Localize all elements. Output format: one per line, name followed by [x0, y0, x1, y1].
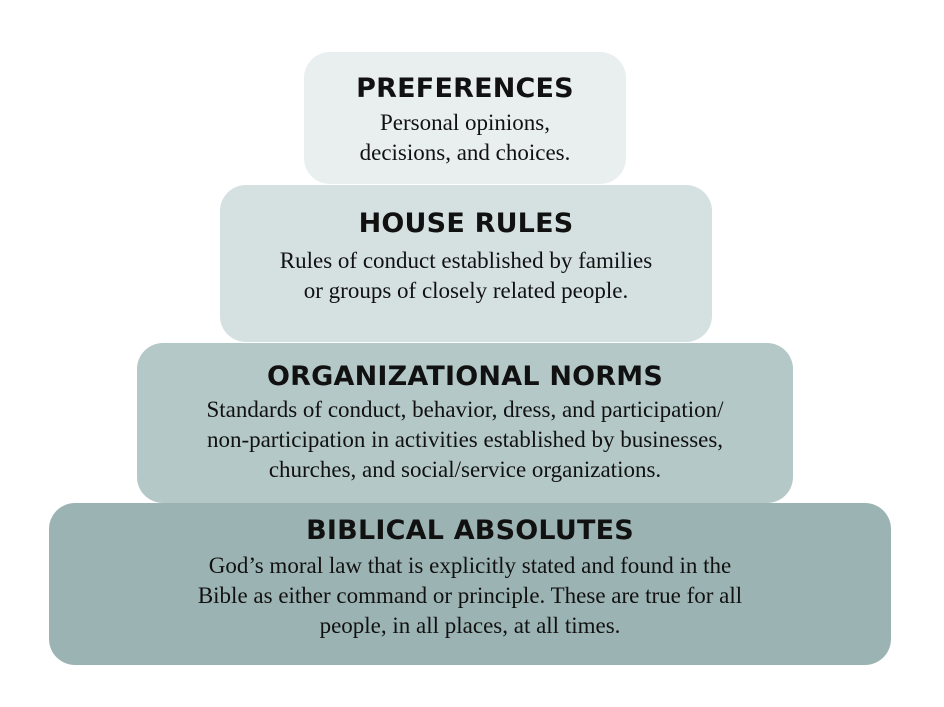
description-line: people, in all places, at all times. [319, 613, 621, 638]
tier-description [137, 395, 793, 485]
description-line: churches, and social/service organizations. [268, 457, 662, 482]
description-line: Bible as either command or principle. These are true for all [197, 583, 743, 608]
tier-title: PREFERENCES [356, 73, 574, 104]
tier-description [220, 246, 712, 306]
description-line: non-participation in activities established by businesses, [206, 427, 724, 452]
description-line: Standards of conduct, behavior, dress, and participation/ [206, 397, 724, 422]
tier-organizational-norms [137, 343, 793, 503]
tier-house-rules [220, 185, 712, 342]
description-line: God’s moral law that is explicitly stated and found in the [208, 553, 732, 578]
description-line: or groups of closely related people. [303, 278, 629, 303]
tier-title: ORGANIZATIONAL NORMS [267, 361, 663, 392]
tier-description [49, 551, 891, 641]
tier-title: BIBLICAL ABSOLUTES [306, 515, 634, 546]
tier-title: HOUSE RULES [358, 208, 574, 239]
description-line: Personal opinions, [380, 110, 550, 135]
tier-biblical-absolutes [49, 503, 891, 665]
tier-preferences [304, 52, 626, 184]
tier-description [304, 108, 626, 168]
description-line: decisions, and choices. [359, 140, 571, 165]
description-line: Rules of conduct established by families [279, 248, 653, 273]
